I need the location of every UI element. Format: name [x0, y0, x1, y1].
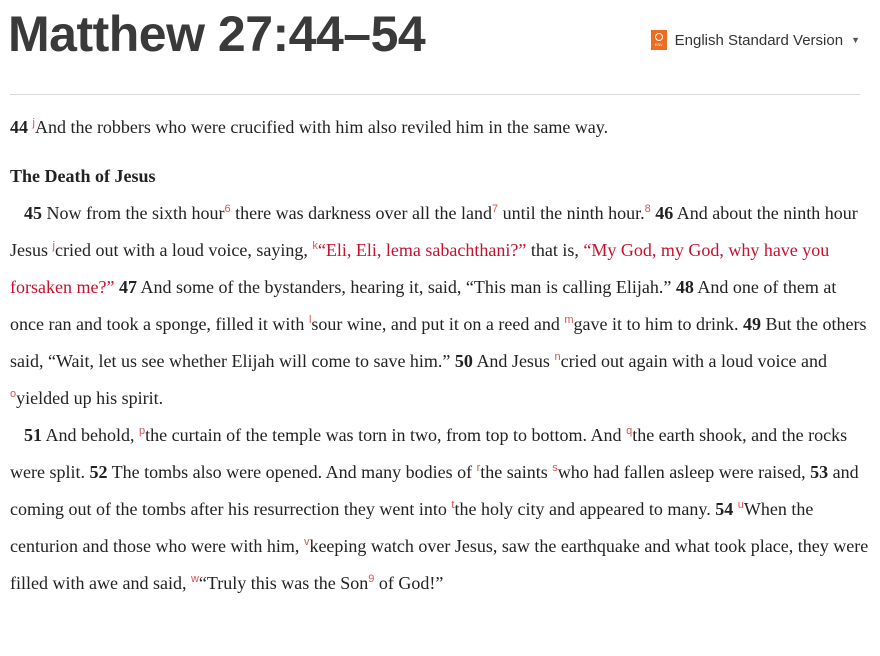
verse-text: gave it to him to drink.	[573, 314, 739, 334]
verse-text: The tombs also were opened. And many bodies of	[111, 462, 477, 482]
verse-text: And behold,	[45, 425, 140, 445]
words-of-jesus: “My God, my God, why have you forsaken me?”	[10, 240, 830, 297]
passage-content	[0, 109, 880, 602]
cross-reference[interactable]: j	[32, 117, 35, 129]
version-label: English Standard Version	[674, 31, 844, 49]
verse-text: And some of the bystanders, hearing it, said, “This man is calling Elijah.”	[140, 277, 672, 297]
verse-number: 52	[89, 462, 108, 482]
cross-reference[interactable]: q	[626, 425, 633, 437]
cross-reference[interactable]: s	[552, 462, 558, 474]
verse-number: 45	[24, 203, 42, 223]
footnote-marker[interactable]: 9	[368, 573, 375, 585]
cross-reference[interactable]: o	[10, 388, 17, 400]
verse-number: 47	[118, 277, 137, 297]
verse-text: until the ninth hour.	[498, 203, 645, 223]
verse-text: And the robbers who were crucified with him also reviled him in the same way.	[34, 117, 609, 137]
paragraph-2	[10, 417, 870, 602]
verse-text: keeping watch over Jesus, saw the earthquake and what took place, they were filled with awe and said,	[10, 536, 869, 593]
verse-text: And one of them at once ran and took a sponge, filled it with	[10, 277, 837, 334]
section-heading: The Death of Jesus	[10, 166, 156, 186]
verse-text: cried out again with a loud voice and	[560, 351, 827, 371]
verse-text: that is,	[526, 240, 584, 260]
verse-number: 48	[675, 277, 694, 297]
cross-reference[interactable]: w	[190, 573, 199, 585]
verse-44	[10, 109, 870, 146]
cross-reference[interactable]: m	[564, 314, 574, 326]
verse-text: who had fallen asleep were raised,	[557, 462, 806, 482]
verse-number: 54	[715, 499, 734, 519]
verse-number: 44	[10, 117, 28, 137]
footnote-marker[interactable]: 7	[492, 203, 499, 215]
verse-number: 50	[454, 351, 473, 371]
esv-logo-icon: ESV	[651, 30, 667, 50]
verse-text: Now from the sixth hour	[46, 203, 225, 223]
version-selector[interactable]	[651, 30, 860, 50]
verse-number: 49	[742, 314, 761, 334]
verse-text: But the others said, “Wait, let us see whether Elijah will come to save him.”	[10, 314, 867, 371]
page-title: Matthew 27:44–54	[8, 6, 426, 62]
verse-text: When the centurion and those who were with him,	[10, 499, 814, 556]
cross-reference[interactable]: k	[312, 240, 318, 252]
verse-text: And Jesus	[476, 351, 555, 371]
cross-reference[interactable]: v	[303, 536, 310, 548]
verse-text: of God!”	[374, 573, 444, 593]
cross-reference[interactable]: n	[554, 351, 561, 363]
verse-text: cried out with a loud voice, saying,	[54, 240, 313, 260]
verse-text: and coming out of the tombs after his resurrection they went into	[10, 462, 859, 519]
chevron-down-icon: ▼	[851, 35, 860, 45]
cross-reference[interactable]: l	[308, 314, 312, 326]
verse-text: sour wine, and put it on a reed and	[311, 314, 565, 334]
cross-reference[interactable]: j	[52, 240, 55, 252]
cross-reference[interactable]: t	[451, 499, 455, 511]
verse-number: 51	[24, 425, 42, 445]
verse-text: “Truly this was the Son	[198, 573, 369, 593]
words-of-jesus: “Eli, Eli, lema sabachthani?”	[317, 240, 527, 260]
cross-reference[interactable]: r	[476, 462, 481, 474]
verse-number: 53	[810, 462, 829, 482]
verse-number: 46	[655, 203, 674, 223]
verse-text: there was darkness over all the land	[230, 203, 493, 223]
cross-reference[interactable]: u	[737, 499, 744, 511]
cross-reference[interactable]: p	[139, 425, 146, 437]
verse-text: the saints	[480, 462, 553, 482]
page-header	[10, 0, 860, 95]
verse-text: the curtain of the temple was torn in two, from top to bottom. And	[145, 425, 627, 445]
footnote-marker[interactable]: 8	[644, 203, 651, 215]
paragraph-1	[10, 195, 870, 417]
verse-text: yielded up his spirit.	[16, 388, 164, 408]
verse-text: And about the ninth hour Jesus	[10, 203, 858, 260]
footnote-marker[interactable]: 6	[224, 203, 231, 215]
verse-text: the holy city and appeared to many.	[454, 499, 711, 519]
verse-text: the earth shook, and the rocks were split.	[10, 425, 848, 482]
